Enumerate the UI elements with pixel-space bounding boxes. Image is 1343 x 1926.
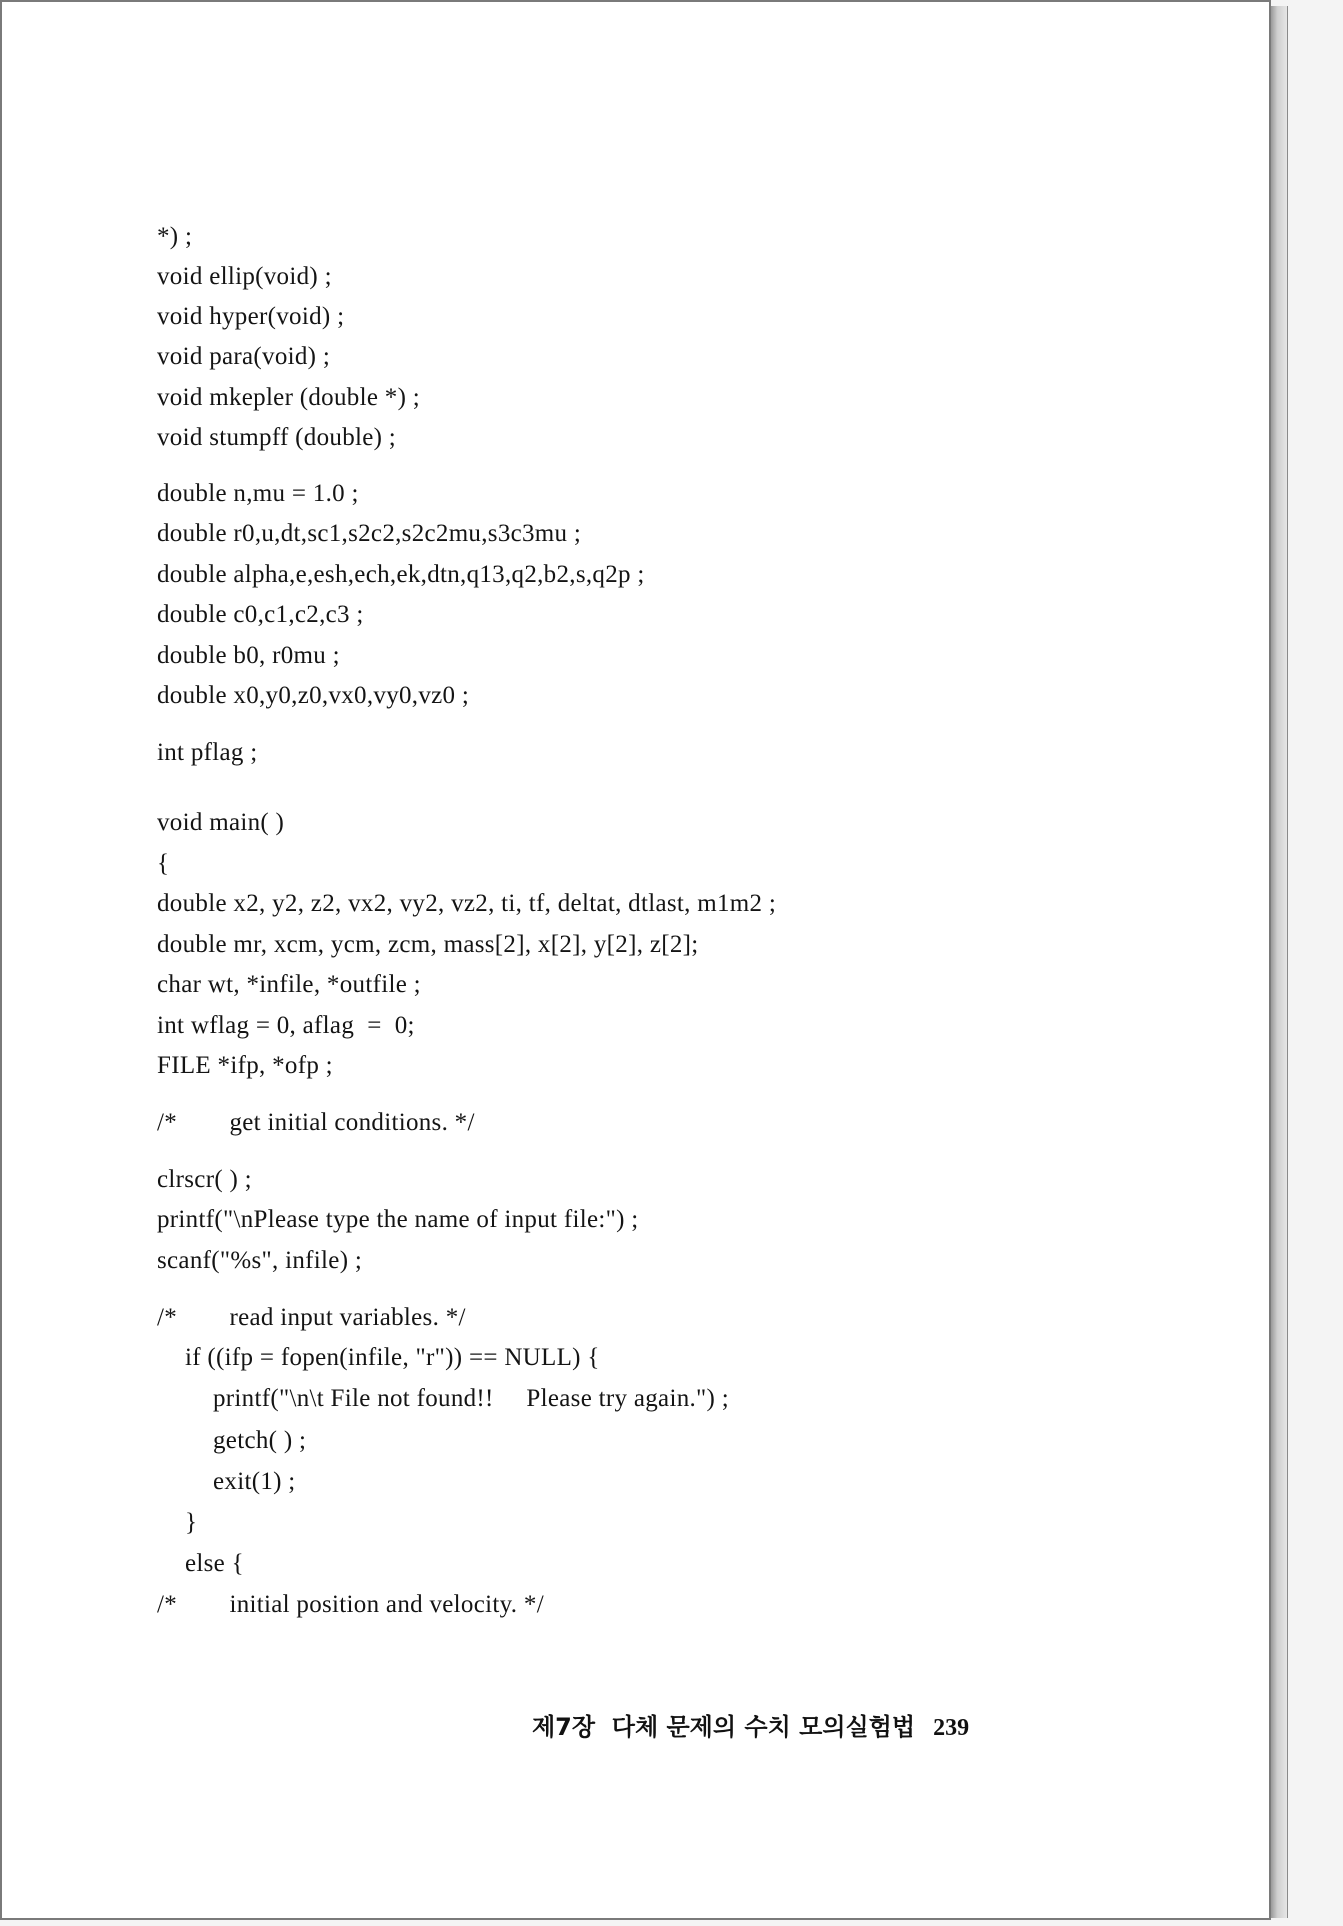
code-comment: /* get initial conditions. */ (157, 1109, 475, 1136)
code-line: double mr, xcm, ycm, zcm, mass[2], x[2], y[2], z[2]; (157, 931, 699, 958)
code-line: double c0,c1,c2,c3 ; (157, 601, 364, 628)
chapter-title: 제7장 다체 문제의 수치 모의실험법 (532, 1713, 916, 1741)
code-line: double b0, r0mu ; (157, 642, 340, 669)
code-line: { (157, 850, 170, 877)
code-comment: /* read input variables. */ (157, 1304, 466, 1331)
code-line: FILE *ifp, *ofp ; (157, 1052, 333, 1079)
code-line: void para(void) ; (157, 343, 331, 370)
code-line: char wt, *infile, *outfile ; (157, 971, 421, 998)
code-line: else { (185, 1550, 244, 1577)
code-line: void ellip(void) ; (157, 263, 332, 290)
code-line: void main( ) (157, 809, 285, 836)
code-line: scanf("%s", infile) ; (157, 1247, 363, 1274)
code-line: printf("\n\t File not found!! Please try again.") ; (213, 1385, 729, 1412)
code-comment: /* initial position and velocity. */ (157, 1591, 544, 1618)
code-line: int wflag = 0, aflag = 0; (157, 1012, 415, 1039)
code-line: exit(1) ; (213, 1468, 296, 1495)
code-line: } (185, 1509, 198, 1536)
code-line: void stumpff (double) ; (157, 424, 397, 451)
code-line: double x2, y2, z2, vx2, vy2, vz2, ti, tf, deltat, dtlast, m1m2 ; (157, 890, 777, 917)
code-line: double r0,u,dt,sc1,s2c2,s2c2mu,s3c3mu ; (157, 520, 582, 547)
code-line: void hyper(void) ; (157, 303, 345, 330)
code-line: if ((ifp = fopen(infile, "r")) == NULL) { (185, 1344, 600, 1371)
code-line: double alpha,e,esh,ech,ek,dtn,q13,q2,b2,s,q2p ; (157, 561, 645, 588)
code-line: getch( ) ; (213, 1427, 307, 1454)
running-footer (532, 1707, 969, 1742)
page-number: 239 (933, 1715, 970, 1741)
code-line: double x0,y0,z0,vx0,vy0,vz0 ; (157, 682, 470, 709)
code-line: printf("\nPlease type the name of input file:") ; (157, 1206, 639, 1233)
code-line: *) ; (157, 223, 193, 250)
code-line: double n,mu = 1.0 ; (157, 480, 359, 507)
code-line: int pflag ; (157, 739, 258, 766)
code-line: void mkepler (double *) ; (157, 384, 420, 411)
code-line: clrscr( ) ; (157, 1166, 252, 1193)
page-edge (1271, 6, 1288, 1918)
